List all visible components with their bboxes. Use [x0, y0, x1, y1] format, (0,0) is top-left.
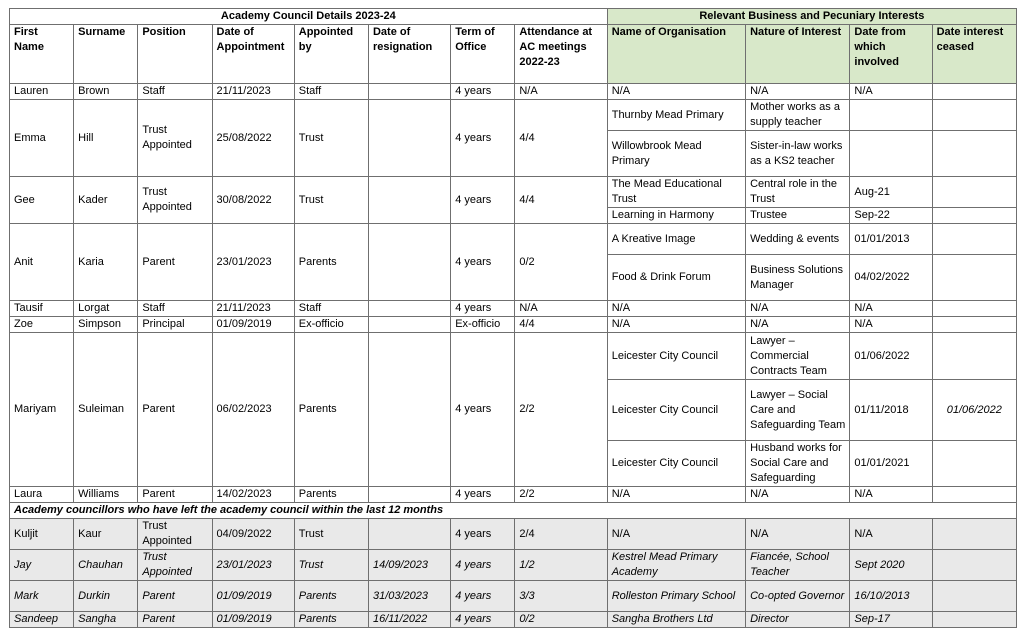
term-of-office-cell: 4 years [451, 84, 515, 100]
organisation-cell: Leicester City Council [607, 333, 745, 380]
organisation-cell: N/A [607, 317, 745, 333]
business-interests-header: Relevant Business and Pecuniary Interests [607, 9, 1016, 25]
appointed-by-cell: Parents [294, 581, 368, 612]
attendance-cell: N/A [515, 301, 607, 317]
nature-of-interest-cell: Business Solutions Manager [746, 255, 850, 301]
attendance-cell: 1/2 [515, 550, 607, 581]
date-from-cell: Aug-21 [850, 177, 932, 208]
position-cell: Staff [138, 301, 212, 317]
date-ceased-cell [932, 208, 1016, 224]
table-body [10, 84, 1017, 628]
date-of-resignation-cell [368, 100, 450, 177]
date-ceased-cell: 01/06/2022 [932, 380, 1016, 441]
surname-cell: Suleiman [74, 333, 138, 487]
surname-cell: Kader [74, 177, 138, 224]
position-cell: Trust Appointed [138, 550, 212, 581]
attendance-cell: N/A [515, 84, 607, 100]
date-ceased-cell [932, 317, 1016, 333]
surname-cell: Brown [74, 84, 138, 100]
date-of-resignation-cell: 14/09/2023 [368, 550, 450, 581]
attendance-cell: 2/4 [515, 519, 607, 550]
surname-cell: Karia [74, 224, 138, 301]
left-section-row [10, 503, 1017, 519]
first-name-cell: Emma [10, 100, 74, 177]
organisation-cell: Learning in Harmony [607, 208, 745, 224]
date-from-cell: 01/11/2018 [850, 380, 932, 441]
col-header-first-name: First Name [10, 25, 74, 84]
organisation-cell: The Mead Educational Trust [607, 177, 745, 208]
date-from-cell [850, 100, 932, 131]
date-of-resignation-cell [368, 224, 450, 301]
nature-of-interest-cell: Trustee [746, 208, 850, 224]
col-header-date-of-appointment: Date of Appointment [212, 25, 294, 84]
date-ceased-cell [932, 100, 1016, 131]
appointed-by-cell: Parents [294, 612, 368, 628]
appointed-by-cell: Staff [294, 301, 368, 317]
surname-cell: Lorgat [74, 301, 138, 317]
academy-council-header: Academy Council Details 2023-24 [10, 9, 608, 25]
nature-of-interest-cell: N/A [746, 519, 850, 550]
first-name-cell: Gee [10, 177, 74, 224]
position-cell: Trust Appointed [138, 100, 212, 177]
term-of-office-cell: 4 years [451, 581, 515, 612]
appointed-by-cell: Trust [294, 550, 368, 581]
position-cell: Staff [138, 84, 212, 100]
nature-of-interest-cell: Wedding & events [746, 224, 850, 255]
surname-cell: Kaur [74, 519, 138, 550]
appointed-by-cell: Parents [294, 487, 368, 503]
organisation-cell: N/A [607, 301, 745, 317]
date-ceased-cell [932, 550, 1016, 581]
attendance-cell: 0/2 [515, 224, 607, 301]
appointed-by-cell: Staff [294, 84, 368, 100]
date-of-appointment-cell: 25/08/2022 [212, 100, 294, 177]
first-name-cell: Kuljit [10, 519, 74, 550]
date-ceased-cell [932, 84, 1016, 100]
col-header-name-of-organisation: Name of Organisation [607, 25, 745, 84]
table-row [10, 333, 1017, 380]
left-member-row [10, 550, 1017, 581]
attendance-cell: 4/4 [515, 100, 607, 177]
date-of-appointment-cell: 01/09/2019 [212, 317, 294, 333]
term-of-office-cell: 4 years [451, 301, 515, 317]
date-of-appointment-cell: 01/09/2019 [212, 612, 294, 628]
col-header-appointed-by: Appointed by [294, 25, 368, 84]
date-of-appointment-cell: 14/02/2023 [212, 487, 294, 503]
organisation-cell: Food & Drink Forum [607, 255, 745, 301]
term-of-office-cell: 4 years [451, 550, 515, 581]
date-from-cell: N/A [850, 301, 932, 317]
attendance-cell: 4/4 [515, 317, 607, 333]
attendance-cell: 4/4 [515, 177, 607, 224]
nature-of-interest-cell: Lawyer – Commercial Contracts Team [746, 333, 850, 380]
date-of-appointment-cell: 23/01/2023 [212, 550, 294, 581]
appointed-by-cell: Ex-officio [294, 317, 368, 333]
date-of-appointment-cell: 30/08/2022 [212, 177, 294, 224]
col-header-attendance: Attendance at AC meetings 2022-23 [515, 25, 607, 84]
date-of-resignation-cell [368, 177, 450, 224]
date-of-resignation-cell [368, 487, 450, 503]
appointed-by-cell: Trust [294, 519, 368, 550]
first-name-cell: Lauren [10, 84, 74, 100]
date-ceased-cell [932, 581, 1016, 612]
date-of-resignation-cell [368, 317, 450, 333]
position-cell: Principal [138, 317, 212, 333]
appointed-by-cell: Parents [294, 224, 368, 301]
position-cell: Parent [138, 612, 212, 628]
first-name-cell: Anit [10, 224, 74, 301]
attendance-cell: 0/2 [515, 612, 607, 628]
organisation-cell: Leicester City Council [607, 441, 745, 487]
col-header-position: Position [138, 25, 212, 84]
term-of-office-cell: 4 years [451, 224, 515, 301]
date-of-appointment-cell: 04/09/2022 [212, 519, 294, 550]
term-of-office-cell: 4 years [451, 100, 515, 177]
nature-of-interest-cell: N/A [746, 301, 850, 317]
first-name-cell: Sandeep [10, 612, 74, 628]
nature-of-interest-cell: N/A [746, 487, 850, 503]
surname-cell: Simpson [74, 317, 138, 333]
date-ceased-cell [932, 301, 1016, 317]
date-from-cell: Sep-22 [850, 208, 932, 224]
first-name-cell: Zoe [10, 317, 74, 333]
term-of-office-cell: 4 years [451, 519, 515, 550]
term-of-office-cell: 4 years [451, 333, 515, 487]
date-from-cell: N/A [850, 317, 932, 333]
attendance-cell: 3/3 [515, 581, 607, 612]
table-row [10, 301, 1017, 317]
table-row [10, 84, 1017, 100]
nature-of-interest-cell: N/A [746, 317, 850, 333]
column-header-row [10, 25, 1017, 84]
date-ceased-cell [932, 255, 1016, 301]
appointed-by-cell: Trust [294, 177, 368, 224]
date-from-cell: 01/06/2022 [850, 333, 932, 380]
first-name-cell: Mark [10, 581, 74, 612]
nature-of-interest-cell: Lawyer – Social Care and Safeguarding Team [746, 380, 850, 441]
date-of-appointment-cell: 21/11/2023 [212, 84, 294, 100]
attendance-cell: 2/2 [515, 333, 607, 487]
organisation-cell: N/A [607, 487, 745, 503]
col-header-date-of-resignation: Date of resignation [368, 25, 450, 84]
table-row [10, 177, 1017, 208]
nature-of-interest-cell: Central role in the Trust [746, 177, 850, 208]
surname-cell: Durkin [74, 581, 138, 612]
position-cell: Trust Appointed [138, 519, 212, 550]
organisation-cell: A Kreative Image [607, 224, 745, 255]
organisation-cell: Rolleston Primary School [607, 581, 745, 612]
organisation-cell: N/A [607, 84, 745, 100]
date-from-cell: 01/01/2013 [850, 224, 932, 255]
term-of-office-cell: 4 years [451, 612, 515, 628]
date-from-cell: Sept 2020 [850, 550, 932, 581]
date-from-cell: N/A [850, 84, 932, 100]
group-header-row [10, 9, 1017, 25]
col-header-nature-of-interest: Nature of Interest [746, 25, 850, 84]
table-row [10, 487, 1017, 503]
first-name-cell: Mariyam [10, 333, 74, 487]
nature-of-interest-cell: Fiancée, School Teacher [746, 550, 850, 581]
date-of-resignation-cell: 31/03/2023 [368, 581, 450, 612]
date-of-resignation-cell [368, 301, 450, 317]
date-of-resignation-cell: 16/11/2022 [368, 612, 450, 628]
date-of-resignation-cell [368, 84, 450, 100]
governance-table [9, 8, 1017, 628]
date-from-cell: N/A [850, 487, 932, 503]
date-of-resignation-cell [368, 519, 450, 550]
position-cell: Parent [138, 333, 212, 487]
position-cell: Trust Appointed [138, 177, 212, 224]
date-of-appointment-cell: 23/01/2023 [212, 224, 294, 301]
first-name-cell: Laura [10, 487, 74, 503]
term-of-office-cell: 4 years [451, 177, 515, 224]
table-row [10, 100, 1017, 131]
date-from-cell: Sep-17 [850, 612, 932, 628]
date-from-cell [850, 131, 932, 177]
organisation-cell: Thurnby Mead Primary [607, 100, 745, 131]
position-cell: Parent [138, 581, 212, 612]
date-ceased-cell [932, 131, 1016, 177]
organisation-cell: N/A [607, 519, 745, 550]
term-of-office-cell: Ex-officio [451, 317, 515, 333]
nature-of-interest-cell: Husband works for Social Care and Safeguarding [746, 441, 850, 487]
date-from-cell: N/A [850, 519, 932, 550]
left-member-row [10, 581, 1017, 612]
date-ceased-cell [932, 224, 1016, 255]
date-from-cell: 16/10/2013 [850, 581, 932, 612]
organisation-cell: Willowbrook Mead Primary [607, 131, 745, 177]
attendance-cell: 2/2 [515, 487, 607, 503]
surname-cell: Williams [74, 487, 138, 503]
left-member-row [10, 519, 1017, 550]
date-of-resignation-cell [368, 333, 450, 487]
term-of-office-cell: 4 years [451, 487, 515, 503]
organisation-cell: Kestrel Mead Primary Academy [607, 550, 745, 581]
date-ceased-cell [932, 333, 1016, 380]
nature-of-interest-cell: Co-opted Governor [746, 581, 850, 612]
date-of-appointment-cell: 01/09/2019 [212, 581, 294, 612]
nature-of-interest-cell: Sister-in-law works as a KS2 teacher [746, 131, 850, 177]
col-header-date-from: Date from which involved [850, 25, 932, 84]
table-row [10, 317, 1017, 333]
col-header-date-ceased: Date interest ceased [932, 25, 1016, 84]
date-of-appointment-cell: 21/11/2023 [212, 301, 294, 317]
date-from-cell: 04/02/2022 [850, 255, 932, 301]
date-ceased-cell [932, 177, 1016, 208]
date-ceased-cell [932, 441, 1016, 487]
first-name-cell: Jay [10, 550, 74, 581]
appointed-by-cell: Trust [294, 100, 368, 177]
nature-of-interest-cell: N/A [746, 84, 850, 100]
organisation-cell: Sangha Brothers Ltd [607, 612, 745, 628]
nature-of-interest-cell: Mother works as a supply teacher [746, 100, 850, 131]
organisation-cell: Leicester City Council [607, 380, 745, 441]
surname-cell: Hill [74, 100, 138, 177]
col-header-term-of-office: Term of Office [451, 25, 515, 84]
first-name-cell: Tausif [10, 301, 74, 317]
table-row [10, 224, 1017, 255]
position-cell: Parent [138, 224, 212, 301]
appointed-by-cell: Parents [294, 333, 368, 487]
surname-cell: Chauhan [74, 550, 138, 581]
surname-cell: Sangha [74, 612, 138, 628]
date-ceased-cell [932, 487, 1016, 503]
col-header-surname: Surname [74, 25, 138, 84]
nature-of-interest-cell: Director [746, 612, 850, 628]
position-cell: Parent [138, 487, 212, 503]
left-section-label: Academy councillors who have left the academy council within the last 12 months [10, 503, 1017, 519]
date-of-appointment-cell: 06/02/2023 [212, 333, 294, 487]
date-from-cell: 01/01/2021 [850, 441, 932, 487]
date-ceased-cell [932, 519, 1016, 550]
